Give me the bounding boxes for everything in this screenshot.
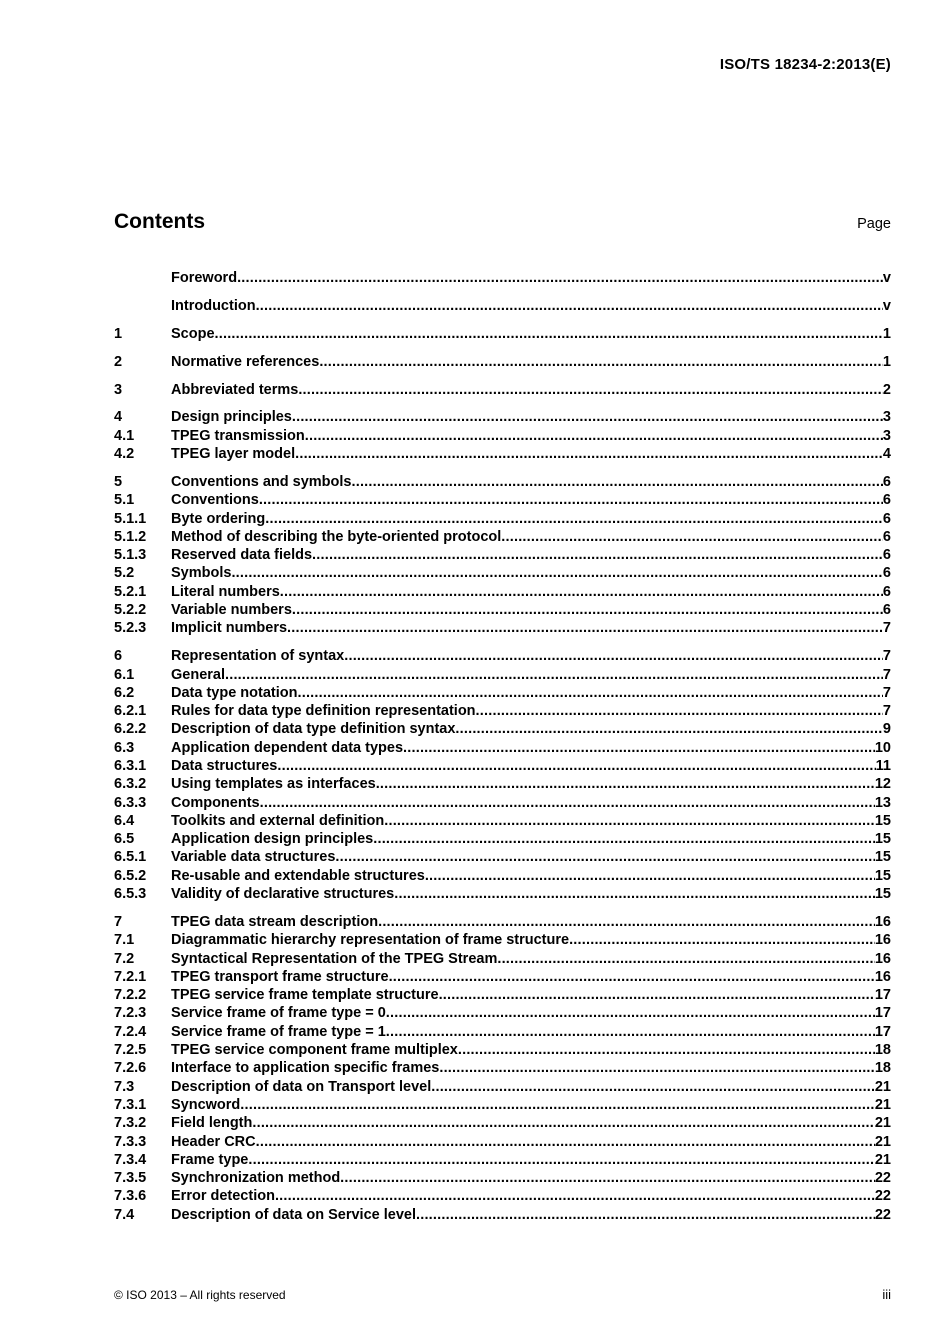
toc-entry-number: 4 xyxy=(114,409,123,426)
toc-entry-page: 16 xyxy=(874,913,891,930)
toc-entry-number: 6 xyxy=(114,648,123,665)
toc-entry-number: 1 xyxy=(114,325,123,342)
toc-entry-number: 7.2.2 xyxy=(114,987,147,1004)
toc-entry-title: Variable numbers xyxy=(171,602,292,619)
toc-leader-dots xyxy=(256,297,883,315)
toc-entry-number: 7.2.3 xyxy=(114,1005,147,1022)
contents-heading: Contents xyxy=(114,210,205,233)
toc-entry-page: 7 xyxy=(882,666,891,683)
toc-entry-page: 16 xyxy=(874,968,891,985)
toc-entry[interactable] xyxy=(114,885,891,903)
toc-entry-page: 1 xyxy=(882,325,891,342)
toc-leader-dots xyxy=(455,720,883,738)
toc-entry[interactable] xyxy=(114,619,891,637)
toc-entry[interactable] xyxy=(114,1169,891,1187)
toc-entry[interactable] xyxy=(114,684,891,702)
toc-entry[interactable] xyxy=(114,427,891,445)
toc-leader-dots xyxy=(403,739,875,757)
toc-leader-dots xyxy=(501,528,883,546)
page-column-label: Page xyxy=(857,216,891,232)
toc-entry-title: Description of data type definition syntax xyxy=(171,721,456,738)
toc-entry-number: 5.2.1 xyxy=(114,583,147,600)
toc-entry-page: 22 xyxy=(874,1206,891,1223)
toc-entry-number: 5.2.2 xyxy=(114,602,147,619)
toc-entry-title: Abbreviated terms xyxy=(171,381,299,398)
toc-entry-title: Re-usable and extendable structures xyxy=(171,867,425,884)
toc-leader-dots xyxy=(319,353,883,371)
toc-leader-dots xyxy=(378,913,875,931)
toc-entry-page: 6 xyxy=(882,547,891,564)
toc-entry-page: 18 xyxy=(874,1060,891,1077)
toc-entry-title: Data structures xyxy=(171,757,278,774)
toc-entry[interactable] xyxy=(114,1151,891,1169)
toc-leader-dots xyxy=(416,1206,875,1224)
toc-entry-title: Byte ordering xyxy=(171,510,266,527)
toc-entry[interactable] xyxy=(114,1114,891,1132)
toc-entry-number: 6.5.3 xyxy=(114,886,147,903)
toc-entry-page: 6 xyxy=(882,583,891,600)
toc-entry-page: 1 xyxy=(882,353,891,370)
toc-entry[interactable] xyxy=(114,353,891,371)
toc-entry[interactable] xyxy=(114,381,891,399)
toc-group xyxy=(114,353,891,371)
toc-entry-page: 22 xyxy=(874,1188,891,1205)
toc-entry[interactable] xyxy=(114,1206,891,1224)
toc-entry-title: Conventions xyxy=(171,492,259,509)
toc-entry[interactable] xyxy=(114,1096,891,1114)
toc-entry-title: Interface to application specific frames xyxy=(171,1060,440,1077)
toc-entry-title: Application dependent data types xyxy=(171,739,404,756)
toc-entry[interactable] xyxy=(114,794,891,812)
toc-entry-title: TPEG transport frame structure xyxy=(171,968,389,985)
toc-leader-dots xyxy=(439,986,875,1004)
toc-leader-dots xyxy=(297,684,882,702)
toc-group xyxy=(114,325,891,343)
toc-leader-dots xyxy=(277,757,875,775)
toc-entry-title: TPEG layer model xyxy=(171,446,296,463)
toc-leader-dots xyxy=(295,445,883,463)
toc-entry-page: 6 xyxy=(882,510,891,527)
toc-leader-dots xyxy=(386,1004,875,1022)
toc-entry-title: General xyxy=(171,666,225,683)
toc-entry[interactable] xyxy=(114,757,891,775)
toc-entry-page: 13 xyxy=(874,794,891,811)
document-id: ISO/TS 18234-2:2013(E) xyxy=(719,56,891,73)
toc-leader-dots xyxy=(425,867,875,885)
toc-leader-dots xyxy=(298,381,883,399)
toc-entry[interactable] xyxy=(114,583,891,601)
toc-entry[interactable] xyxy=(114,528,891,546)
toc-entry-number: 7.3.1 xyxy=(114,1096,147,1113)
toc-entry-title: Field length xyxy=(171,1115,253,1132)
toc-entry-number: 7.3.4 xyxy=(114,1151,147,1168)
toc-entry-number: 5.2.3 xyxy=(114,620,147,637)
toc-entry-page: 15 xyxy=(874,831,891,848)
toc-leader-dots xyxy=(259,491,883,509)
toc-entry-page: 9 xyxy=(882,721,891,738)
toc-entry-page: 6 xyxy=(882,565,891,582)
toc-leader-dots xyxy=(280,583,883,601)
toc-entry-title: Components xyxy=(171,794,260,811)
toc-leader-dots xyxy=(389,968,875,986)
toc-leader-dots xyxy=(497,950,875,968)
toc-entry[interactable] xyxy=(114,1187,891,1205)
toc-leader-dots xyxy=(335,848,874,866)
toc-entry-number: 7.3.5 xyxy=(114,1170,147,1187)
toc-entry-title: Synchronization method xyxy=(171,1170,341,1187)
toc-entry-number: 6.2 xyxy=(114,684,135,701)
toc-entry-page: 6 xyxy=(882,492,891,509)
toc-entry[interactable] xyxy=(114,913,891,931)
toc-entry[interactable] xyxy=(114,931,891,949)
toc-entry-title: Method of describing the byte-oriented protocol xyxy=(171,528,502,545)
toc-entry-title: TPEG service component frame multiplex xyxy=(171,1042,458,1059)
toc-entry[interactable] xyxy=(114,739,891,757)
toc-leader-dots xyxy=(312,546,883,564)
toc-leader-dots xyxy=(287,619,883,637)
toc-entry-title: Service frame of frame type = 0 xyxy=(171,1005,386,1022)
toc-entry-page: 16 xyxy=(874,950,891,967)
toc-entry-title: Description of data on Transport level xyxy=(171,1078,432,1095)
toc-entry-title: Service frame of frame type = 1 xyxy=(171,1023,386,1040)
toc-entry-page: 15 xyxy=(874,867,891,884)
toc-entry-title: TPEG transmission xyxy=(171,427,305,444)
toc-entry-number: 6.2.2 xyxy=(114,721,147,738)
toc-group xyxy=(114,647,891,903)
toc-entry[interactable] xyxy=(114,546,891,564)
toc-entry-title: TPEG service frame template structure xyxy=(171,987,439,1004)
toc-entry-page: 18 xyxy=(874,1042,891,1059)
toc-leader-dots xyxy=(340,1169,875,1187)
toc-group xyxy=(114,269,891,287)
toc-group xyxy=(114,913,891,1224)
toc-entry-title: Application design principles xyxy=(171,831,374,848)
toc-entry-title: TPEG data stream description xyxy=(171,913,379,930)
toc-entry-page: 7 xyxy=(882,648,891,665)
toc-entry[interactable] xyxy=(114,1041,891,1059)
toc-leader-dots xyxy=(256,1133,875,1151)
toc-entry[interactable] xyxy=(114,968,891,986)
toc-entry-title: Scope xyxy=(171,325,215,342)
toc-leader-dots xyxy=(384,812,875,830)
toc-entry[interactable] xyxy=(114,601,891,619)
toc-entry-title: Diagrammatic hierarchy representation of frame structure xyxy=(171,932,570,949)
toc-entry-title: Introduction xyxy=(171,297,256,314)
toc-entry-number: 6.3.3 xyxy=(114,794,147,811)
toc-entry-number: 6.2.1 xyxy=(114,703,147,720)
toc-leader-dots xyxy=(215,325,883,343)
toc-entry-page: 15 xyxy=(874,812,891,829)
toc-leader-dots xyxy=(225,666,883,684)
toc-entry-page: 15 xyxy=(874,886,891,903)
toc-entry-page: 4 xyxy=(882,446,891,463)
toc-entry-number: 5.1.2 xyxy=(114,528,147,545)
toc-entry-number: 3 xyxy=(114,381,123,398)
toc-entry-page: 6 xyxy=(882,473,891,490)
toc-entry[interactable] xyxy=(114,775,891,793)
footer-page-number: iii xyxy=(882,1287,891,1302)
toc-group xyxy=(114,473,891,638)
toc-entry-title: Using templates as interfaces xyxy=(171,776,376,793)
toc-entry-number: 5.2 xyxy=(114,565,135,582)
toc-entry[interactable] xyxy=(114,720,891,738)
toc-entry-page: 16 xyxy=(874,932,891,949)
toc-entry[interactable] xyxy=(114,473,891,491)
toc-entry-title: Error detection xyxy=(171,1188,275,1205)
table-of-contents xyxy=(114,269,891,1234)
toc-entry-number: 7.3.3 xyxy=(114,1133,147,1150)
toc-leader-dots xyxy=(231,564,882,582)
toc-entry-number: 7.4 xyxy=(114,1206,135,1223)
toc-entry-title: Variable data structures xyxy=(171,849,336,866)
toc-leader-dots xyxy=(351,473,882,491)
toc-entry[interactable] xyxy=(114,950,891,968)
toc-entry-title: Data type notation xyxy=(171,684,298,701)
toc-entry[interactable] xyxy=(114,867,891,885)
toc-entry[interactable] xyxy=(114,702,891,720)
toc-entry-number: 6.3.1 xyxy=(114,757,147,774)
toc-entry-title: Validity of declarative structures xyxy=(171,886,395,903)
toc-entry-number: 6.5.2 xyxy=(114,867,147,884)
toc-entry-number: 6.1 xyxy=(114,666,135,683)
toc-leader-dots xyxy=(240,1096,875,1114)
toc-entry[interactable] xyxy=(114,1059,891,1077)
toc-entry-page: 17 xyxy=(874,987,891,1004)
toc-leader-dots xyxy=(373,830,875,848)
toc-entry-number: 6.5 xyxy=(114,831,135,848)
toc-entry[interactable] xyxy=(114,1004,891,1022)
toc-group xyxy=(114,381,891,399)
toc-entry[interactable] xyxy=(114,564,891,582)
toc-entry[interactable] xyxy=(114,1023,891,1041)
toc-entry-number: 2 xyxy=(114,353,123,370)
toc-leader-dots xyxy=(265,510,883,528)
toc-entry-number: 5.1.1 xyxy=(114,510,147,527)
toc-entry-page: 3 xyxy=(882,409,891,426)
toc-entry[interactable] xyxy=(114,269,891,287)
toc-entry-page: 15 xyxy=(874,849,891,866)
toc-leader-dots xyxy=(248,1151,874,1169)
toc-entry[interactable] xyxy=(114,408,891,426)
toc-entry-page: 21 xyxy=(874,1151,891,1168)
toc-entry-page: 2 xyxy=(882,381,891,398)
toc-entry-number: 7.2.6 xyxy=(114,1060,147,1077)
toc-entry-page: 7 xyxy=(882,703,891,720)
toc-entry[interactable] xyxy=(114,666,891,684)
toc-entry[interactable] xyxy=(114,812,891,830)
toc-entry[interactable] xyxy=(114,647,891,665)
toc-entry-title: Normative references xyxy=(171,353,320,370)
toc-entry-page: 10 xyxy=(874,739,891,756)
toc-leader-dots xyxy=(292,601,883,619)
toc-leader-dots xyxy=(344,647,883,665)
toc-entry-number: 7.2.5 xyxy=(114,1042,147,1059)
toc-entry[interactable] xyxy=(114,445,891,463)
toc-leader-dots xyxy=(305,427,883,445)
toc-entry-title: Foreword xyxy=(171,270,238,286)
toc-entry-number: 5.1.3 xyxy=(114,547,147,564)
toc-entry[interactable] xyxy=(114,510,891,528)
toc-leader-dots xyxy=(569,931,875,949)
toc-entry-number: 5.1 xyxy=(114,492,135,509)
toc-leader-dots xyxy=(292,408,883,426)
toc-leader-dots xyxy=(252,1114,875,1132)
toc-entry[interactable] xyxy=(114,1133,891,1151)
toc-entry-title: Conventions and symbols xyxy=(171,473,352,490)
toc-entry-page: 17 xyxy=(874,1023,891,1040)
toc-entry-title: Reserved data fields xyxy=(171,547,313,564)
toc-entry-page: 3 xyxy=(882,427,891,444)
toc-entry-title: Header CRC xyxy=(171,1133,256,1150)
toc-entry-number: 7.3.6 xyxy=(114,1188,147,1205)
toc-leader-dots xyxy=(458,1041,875,1059)
toc-entry-number: 5 xyxy=(114,473,123,490)
toc-entry-number: 7.2 xyxy=(114,950,135,967)
toc-entry-page: 21 xyxy=(874,1096,891,1113)
toc-entry-page: v xyxy=(882,270,891,286)
toc-leader-dots xyxy=(439,1059,875,1077)
toc-entry[interactable] xyxy=(114,491,891,509)
toc-entry-title: Literal numbers xyxy=(171,583,280,600)
toc-entry-page: 6 xyxy=(882,602,891,619)
toc-entry-title: Description of data on Service level xyxy=(171,1206,416,1223)
toc-entry-title: Toolkits and external definition xyxy=(171,812,385,829)
toc-entry-title: Syncword xyxy=(171,1096,241,1113)
toc-entry[interactable] xyxy=(114,830,891,848)
toc-entry[interactable] xyxy=(114,1078,891,1096)
toc-entry-title: Design principles xyxy=(171,409,292,426)
toc-entry-number: 4.2 xyxy=(114,446,135,463)
toc-entry-page: 17 xyxy=(874,1005,891,1022)
toc-leader-dots xyxy=(386,1023,875,1041)
footer-copyright: © ISO 2013 – All rights reserved xyxy=(114,1288,286,1302)
toc-entry-number: 6.3.2 xyxy=(114,776,147,793)
toc-entry[interactable] xyxy=(114,848,891,866)
toc-group xyxy=(114,408,891,463)
toc-leader-dots xyxy=(394,885,875,903)
toc-entry-number: 7.3.2 xyxy=(114,1115,147,1132)
toc-entry-title: Representation of syntax xyxy=(171,648,345,665)
toc-entry[interactable] xyxy=(114,325,891,343)
toc-entry-page: 12 xyxy=(874,776,891,793)
toc-entry-title: Rules for data type definition representation xyxy=(171,703,476,720)
toc-entry-number: 7.3 xyxy=(114,1078,135,1095)
toc-entry-number: 4.1 xyxy=(114,427,135,444)
toc-entry-page: 22 xyxy=(874,1170,891,1187)
toc-entry-number: 7.2.4 xyxy=(114,1023,147,1040)
toc-entry-page: 7 xyxy=(882,684,891,701)
toc-entry[interactable] xyxy=(114,986,891,1004)
toc-entry-page: 21 xyxy=(874,1115,891,1132)
toc-entry-page: 6 xyxy=(882,528,891,545)
toc-leader-dots xyxy=(260,794,875,812)
toc-leader-dots xyxy=(237,269,883,287)
toc-entry-number: 7.1 xyxy=(114,932,135,949)
toc-entry-title: Symbols xyxy=(171,565,232,582)
toc-group xyxy=(114,297,891,315)
toc-entry[interactable] xyxy=(114,297,891,315)
toc-leader-dots xyxy=(431,1078,875,1096)
toc-leader-dots xyxy=(275,1187,875,1205)
toc-entry-number: 7.2.1 xyxy=(114,968,147,985)
toc-entry-number: 7 xyxy=(114,913,123,930)
toc-leader-dots xyxy=(476,702,883,720)
toc-entry-page: 21 xyxy=(874,1078,891,1095)
toc-entry-page: 11 xyxy=(875,757,891,774)
toc-entry-number: 6.3 xyxy=(114,739,135,756)
toc-entry-page: 7 xyxy=(882,620,891,637)
toc-entry-page: v xyxy=(882,297,891,314)
toc-entry-number: 6.5.1 xyxy=(114,849,147,866)
toc-entry-page: 21 xyxy=(874,1133,891,1150)
toc-leader-dots xyxy=(376,775,875,793)
toc-entry-title: Implicit numbers xyxy=(171,620,288,637)
toc-entry-title: Syntactical Representation of the TPEG Stream xyxy=(171,950,498,967)
toc-entry-number: 6.4 xyxy=(114,812,135,829)
toc-entry-title: Frame type xyxy=(171,1151,249,1168)
